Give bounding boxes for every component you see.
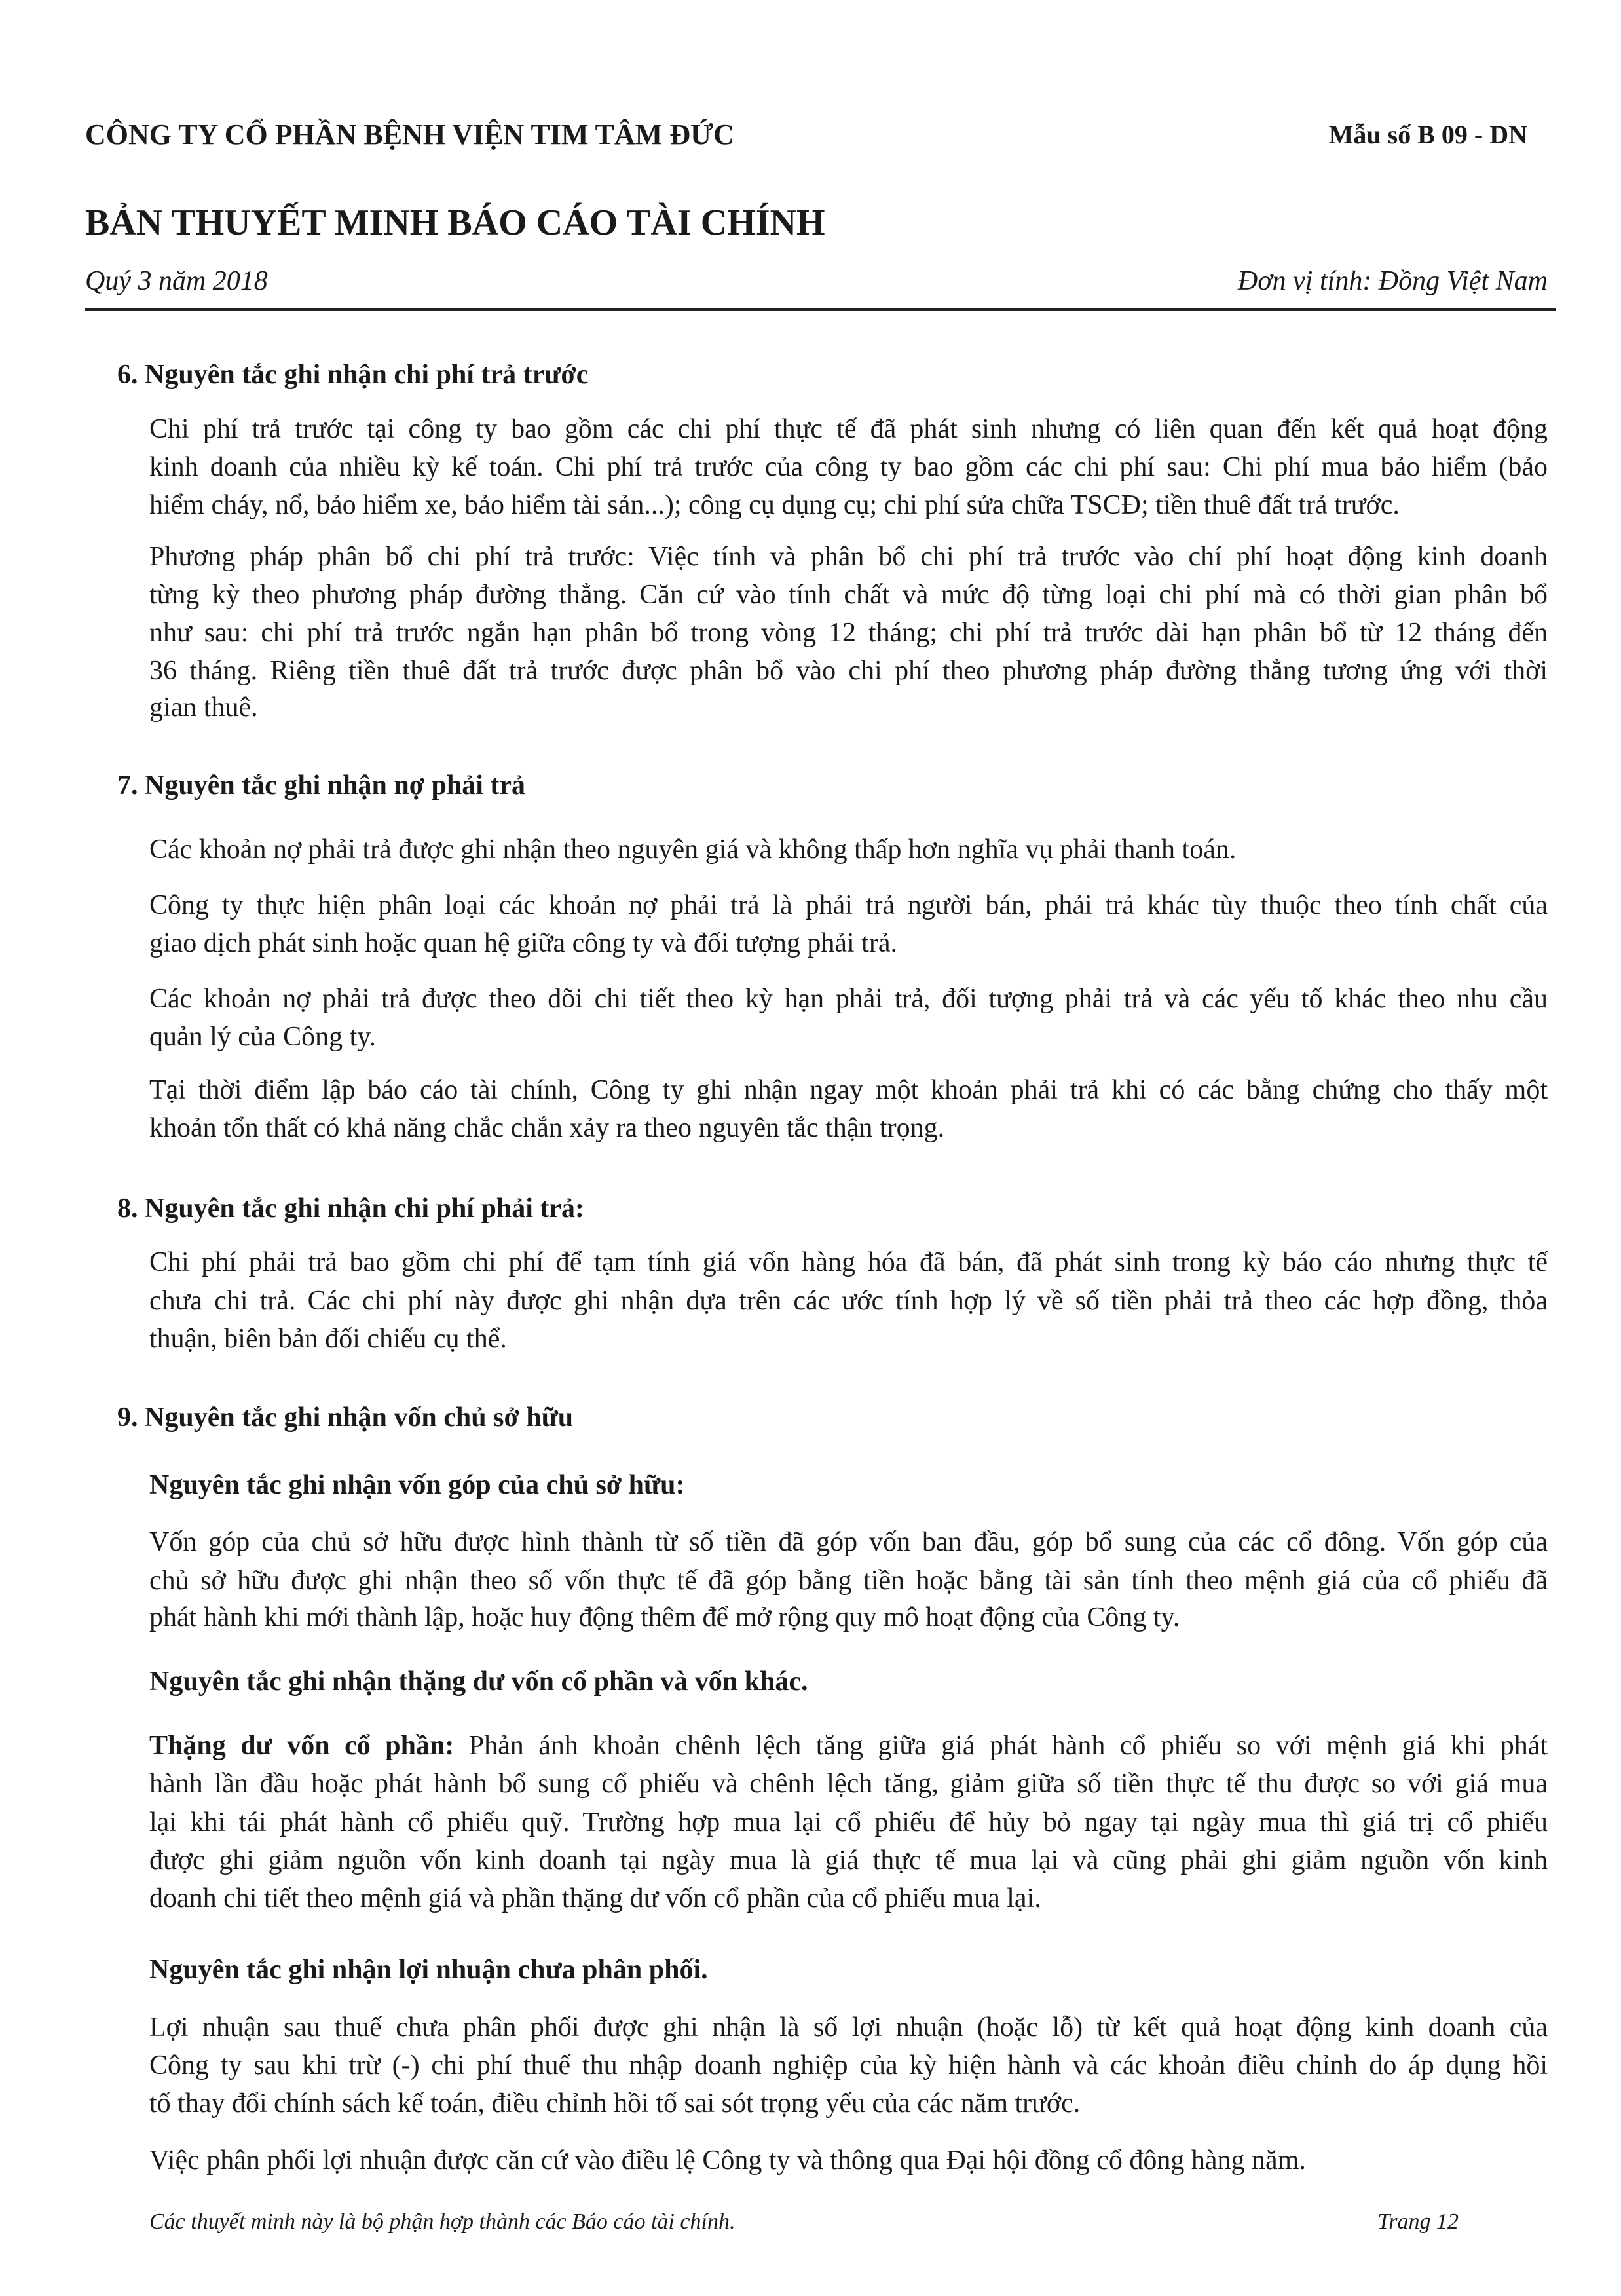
section-6-heading: 6. Nguyên tắc ghi nhận chi phí trả trước (117, 360, 589, 390)
paragraph-line: Chi phí phải trả bao gồm chi phí để tạm tính giá vốn hàng hóa đã bán, đã phát sinh trong kỳ báo cáo nhưng thực tế (149, 1247, 1548, 1277)
paragraph-line: kinh doanh của nhiều kỳ kế toán. Chi phí trả trước của công ty bao gồm các chi phí sau: Chi phí mua bảo hiểm (bảo (149, 452, 1548, 482)
paragraph-line: hành lần đầu hoặc phát hành bổ sung cổ phiếu và chênh lệch tăng, giảm giữa số tiền thực tế thu được so với giá mua (149, 1769, 1548, 1799)
paragraph-line: Vốn góp của chủ sở hữu được hình thành từ số tiền đã góp vốn ban đầu, góp bổ sung của các cổ đông. Vốn góp của (149, 1527, 1548, 1557)
paragraph-line: Công ty sau khi trừ (-) chi phí thuế thu nhập doanh nghiệp của kỳ hiện hành và các khoản điều chỉnh do áp dụng hồi (149, 2050, 1548, 2080)
paragraph-line: hiểm cháy, nổ, bảo hiểm xe, bảo hiểm tài sản...); công cụ dụng cụ; chi phí sửa chữa TSCĐ; tiền thuê đất trả trước. (149, 490, 1400, 520)
page-title: BẢN THUYẾT MINH BÁO CÁO TÀI CHÍNH (85, 202, 825, 243)
paragraph-line: tố thay đổi chính sách kế toán, điều chỉnh hồi tố sai sót trọng yếu của các năm trước. (149, 2088, 1081, 2118)
subheading-retained-earnings: Nguyên tắc ghi nhận lợi nhuận chưa phân phối. (149, 1955, 708, 1985)
paragraph-line: gian thuê. (149, 692, 258, 723)
paragraph-line: như sau: chi phí trả trước ngắn hạn phân bổ trong vòng 12 tháng; chi phí trả trước dài hạn phân bổ từ 12 tháng đến (149, 618, 1548, 648)
section-7-heading: 7. Nguyên tắc ghi nhận nợ phải trả (117, 770, 526, 800)
share-premium-lead: Thặng dư vốn cổ phần: (149, 1731, 455, 1761)
paragraph-line: khoản tổn thất có khả năng chắc chắn xảy ra theo nguyên tắc thận trọng. (149, 1113, 945, 1143)
paragraph-line: quản lý của Công ty. (149, 1022, 377, 1052)
company-name: CÔNG TY CỔ PHẦN BỆNH VIỆN TIM TÂM ĐỨC (85, 119, 734, 151)
paragraph-line: giao dịch phát sinh hoặc quan hệ giữa công ty và đối tượng phải trả. (149, 928, 897, 958)
page-number: Trang 12 (1377, 2210, 1459, 2234)
paragraph-line: thuận, biên bản đối chiếu cụ thể. (149, 1324, 507, 1354)
paragraph-line: Chi phí trả trước tại công ty bao gồm các chi phí thực tế đã phát sinh nhưng có liên quan đến kết quả hoạt động (149, 414, 1548, 444)
paragraph-line: Lợi nhuận sau thuế chưa phân phối được ghi nhận là số lợi nhuận (hoặc lỗ) từ kết quả hoạt động kinh doanh của (149, 2012, 1548, 2042)
paragraph-line: Công ty thực hiện phân loại các khoản nợ phải trả là phải trả người bán, phải trả khác tùy thuộc theo tính chất của (149, 890, 1548, 920)
paragraph-line: lại khi tái phát hành cổ phiếu quỹ. Trường hợp mua lại cổ phiếu để hủy bỏ ngay tại ngày mua thì giá trị cổ phiếu (149, 1807, 1548, 1837)
paragraph-line: chủ sở hữu được ghi nhận theo số vốn thực tế đã góp bằng tiền hoặc bằng tài sản tính theo mệnh giá của cổ phiếu đã (149, 1566, 1548, 1596)
paragraph-line: Phương pháp phân bổ chi phí trả trước: Việc tính và phân bổ chi phí trả trước vào chí phí hoạt động kinh doanh (149, 542, 1548, 572)
form-code: Mẫu số B 09 - DN (1328, 120, 1527, 149)
paragraph-line: Các khoản nợ phải trả được ghi nhận theo nguyên giá và không thấp hơn nghĩa vụ phải thanh toán. (149, 835, 1237, 865)
header-divider (85, 308, 1556, 311)
paragraph-line (149, 1727, 1548, 1765)
paragraph-line: 36 tháng. Riêng tiền thuê đất trả trước được phân bổ vào chi phí theo phương pháp đường thẳng tương ứng với thời (149, 656, 1548, 686)
paragraph-line: từng kỳ theo phương pháp đường thẳng. Căn cứ vào tính chất và mức độ từng loại chi phí mà có thời gian phân bổ (149, 580, 1548, 610)
paragraph-line: Các khoản nợ phải trả được theo dõi chi tiết theo kỳ hạn phải trả, đối tượng phải trả và các yếu tố khác theo nhu cầu (149, 984, 1548, 1014)
paragraph-line: Tại thời điểm lập báo cáo tài chính, Công ty ghi nhận ngay một khoản phải trả khi có các bằng chứng cho thấy một (149, 1075, 1548, 1105)
subheading-owner-capital: Nguyên tắc ghi nhận vốn góp của chủ sở hữu: (149, 1470, 685, 1500)
subheading-share-premium: Nguyên tắc ghi nhận thặng dư vốn cổ phần và vốn khác. (149, 1666, 808, 1697)
paragraph-line: Việc phân phối lợi nhuận được căn cứ vào điều lệ Công ty và thông qua Đại hội đồng cổ đông hàng năm. (149, 2145, 1306, 2175)
paragraph-line: doanh chi tiết theo mệnh giá và phần thặng dư vốn cổ phần của cổ phiếu mua lại. (149, 1883, 1041, 1913)
paragraph-text: Phản ánh khoản chênh lệch tăng giữa giá phát hành cổ phiếu so với mệnh giá khi phát (454, 1731, 1548, 1761)
paragraph-line: chưa chi trả. Các chi phí này được ghi nhận dựa trên các ước tính hợp lý về số tiền phải trả theo các hợp đồng, thỏa (149, 1286, 1548, 1316)
section-8-heading: 8. Nguyên tắc ghi nhận chi phí phải trả: (117, 1194, 584, 1224)
section-9-heading: 9. Nguyên tắc ghi nhận vốn chủ sở hữu (117, 1402, 574, 1433)
footer-note: Các thuyết minh này là bộ phận hợp thành các Báo cáo tài chính. (149, 2210, 736, 2234)
report-period: Quý 3 năm 2018 (85, 266, 268, 296)
paragraph-line: được ghi giảm nguồn vốn kinh doanh tại ngày mua là giá thực tế mua lại và cũng phải ghi giảm nguồn vốn kinh (149, 1845, 1548, 1875)
paragraph-line: phát hành khi mới thành lập, hoặc huy động thêm để mở rộng quy mô hoạt động của Công ty. (149, 1602, 1180, 1632)
currency-unit: Đơn vị tính: Đồng Việt Nam (1237, 266, 1548, 296)
